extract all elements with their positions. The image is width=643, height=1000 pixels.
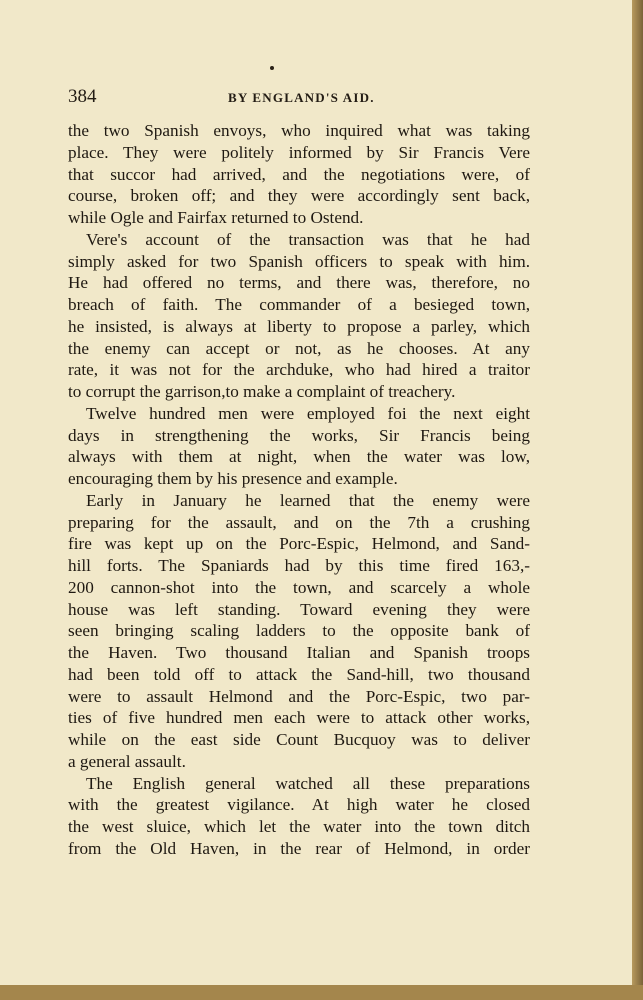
running-head: BY ENGLAND'S AID. — [228, 90, 375, 105]
book-spine-edge — [632, 0, 643, 1000]
text-line: while Ogle and Fairfax returned to Ostend. — [68, 208, 364, 227]
text-line: The English general watched all these preparations — [86, 773, 530, 793]
text-line: the two Spanish envoys, who inquired what was taking — [68, 121, 530, 140]
text-line: seen bringing scaling ladders to the opposite bank of — [68, 621, 530, 641]
text-line: with the greatest vigilance. At high water he closed — [68, 795, 530, 815]
text-line: days in strengthening the works, Sir Francis being — [68, 425, 530, 445]
text-line: hill forts. The Spaniards had by this time fired 163,- — [68, 556, 530, 575]
text-line: ties of five hundred men each were to attack other works, — [68, 708, 530, 728]
body-text — [68, 120, 530, 860]
text-line: Twelve hundred men were employed foi the next eight — [86, 403, 530, 423]
text-line: breach of faith. The commander of a besieged town, — [68, 295, 530, 314]
text-line: he insisted, is always at liberty to propose a parley, which — [68, 316, 530, 336]
text-line: preparing for the assault, and on the 7th a crushing — [68, 512, 530, 532]
text-line: were to assault Helmond and the Porc-Espic, two par- — [68, 686, 530, 706]
page-header — [68, 86, 530, 110]
text-line: while on the east side Count Bucquoy was to deliver — [68, 730, 530, 749]
text-line: house was left standing. Toward evening they were — [68, 599, 530, 619]
text-line: the west sluice, which let the water into the town ditch — [68, 817, 530, 836]
page-number: 384 — [68, 86, 97, 107]
text-line: always with them at night, when the water was low, — [68, 447, 530, 467]
text-line: Early in January he learned that the enemy were — [86, 490, 530, 510]
page-bottom-edge — [0, 985, 643, 1000]
text-line: encouraging them by his presence and example. — [68, 469, 398, 488]
ink-dot — [270, 66, 274, 70]
text-line: the Haven. Two thousand Italian and Spanish troops — [68, 643, 530, 662]
text-line: He had offered no terms, and there was, therefore, no — [68, 273, 530, 293]
text-line: rate, it was not for the archduke, who had hired a traitor — [68, 360, 530, 380]
text-line: Vere's account of the transaction was that he had — [86, 229, 530, 249]
text-line: course, broken off; and they were accordingly sent back, — [68, 186, 530, 206]
text-line: place. They were politely informed by Sir Francis Vere — [68, 142, 530, 162]
text-line: that succor had arrived, and the negotiations were, of — [68, 164, 530, 184]
text-line: the enemy can accept or not, as he chooses. At any — [68, 338, 530, 358]
text-line: fire was kept up on the Porc-Espic, Helmond, and Sand- — [68, 534, 530, 554]
text-line: a general assault. — [68, 751, 186, 771]
text-line: from the Old Haven, in the rear of Helmond, in order — [68, 838, 530, 858]
text-line: 200 cannon-shot into the town, and scarcely a whole — [68, 577, 530, 597]
text-line: had been told off to attack the Sand-hill, two thousand — [68, 664, 530, 684]
text-line: simply asked for two Spanish officers to speak with him. — [68, 251, 530, 271]
text-line: to corrupt the garrison,to make a complaint of treachery. — [68, 382, 456, 401]
